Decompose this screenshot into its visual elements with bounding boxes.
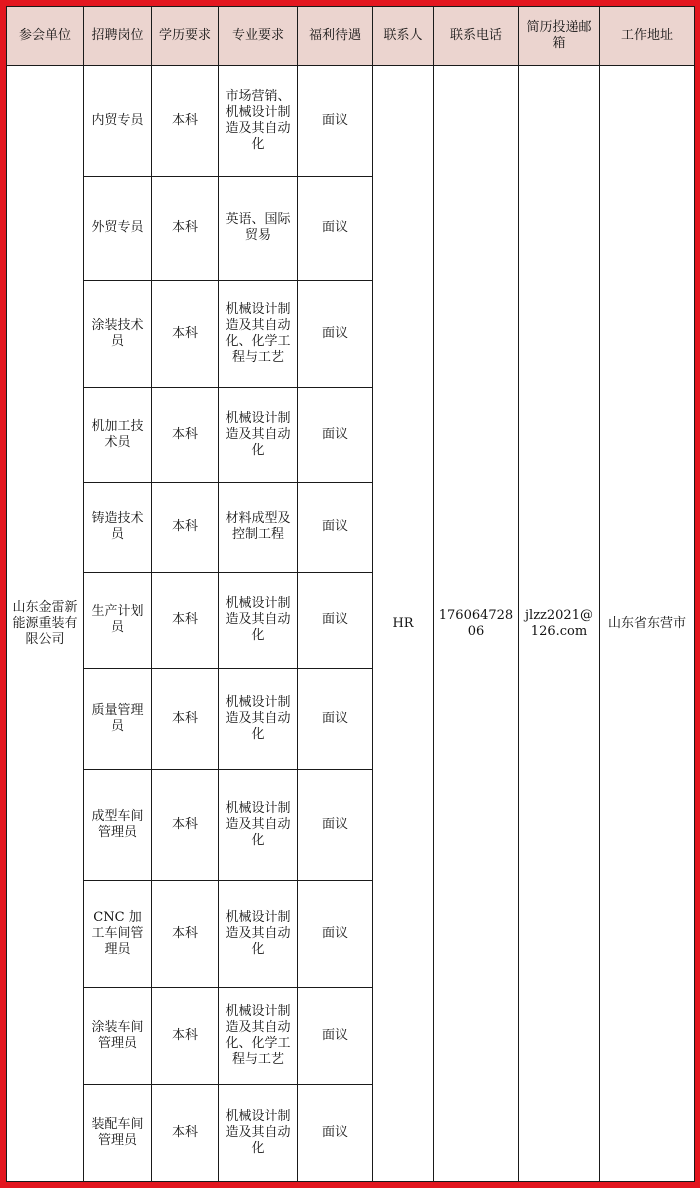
- position-title: 涂装技术员: [84, 280, 152, 388]
- position-education: 本科: [152, 66, 219, 177]
- position-major: 机械设计制造及其自动化: [219, 572, 298, 669]
- position-benefits: 面议: [298, 1085, 373, 1182]
- position-benefits: 面议: [298, 280, 373, 388]
- header-education: 学历要求: [152, 7, 219, 66]
- position-education: 本科: [152, 1085, 219, 1182]
- header-contact: 联系人: [373, 7, 434, 66]
- position-education: 本科: [152, 388, 219, 483]
- position-title: 外贸专员: [84, 176, 152, 280]
- position-major: 机械设计制造及其自动化: [219, 880, 298, 987]
- position-education: 本科: [152, 770, 219, 881]
- header-position: 招聘岗位: [84, 7, 152, 66]
- position-major: 市场营销、机械设计制造及其自动化: [219, 66, 298, 177]
- position-title: CNC 加工车间管理员: [84, 880, 152, 987]
- position-education: 本科: [152, 669, 219, 770]
- position-major: 英语、国际贸易: [219, 176, 298, 280]
- position-benefits: 面议: [298, 66, 373, 177]
- position-benefits: 面议: [298, 669, 373, 770]
- position-title: 装配车间管理员: [84, 1085, 152, 1182]
- header-company: 参会单位: [7, 7, 84, 66]
- header-benefits: 福利待遇: [298, 7, 373, 66]
- position-title: 内贸专员: [84, 66, 152, 177]
- header-row: [7, 7, 695, 66]
- position-title: 机加工技术员: [84, 388, 152, 483]
- address-cell: 山东省东营市: [600, 66, 695, 1182]
- position-education: 本科: [152, 280, 219, 388]
- position-major: 机械设计制造及其自动化: [219, 1085, 298, 1182]
- position-education: 本科: [152, 572, 219, 669]
- email-cell: jlzz2021@126.com: [519, 66, 600, 1182]
- position-education: 本科: [152, 482, 219, 572]
- position-title: 涂装车间管理员: [84, 987, 152, 1085]
- position-benefits: 面议: [298, 572, 373, 669]
- position-education: 本科: [152, 880, 219, 987]
- recruitment-table: [6, 6, 695, 1182]
- position-benefits: 面议: [298, 388, 373, 483]
- position-title: 成型车间管理员: [84, 770, 152, 881]
- position-benefits: 面议: [298, 482, 373, 572]
- position-benefits: 面议: [298, 770, 373, 881]
- header-phone: 联系电话: [434, 7, 519, 66]
- position-major: 机械设计制造及其自动化、化学工程与工艺: [219, 987, 298, 1085]
- position-major: 材料成型及控制工程: [219, 482, 298, 572]
- position-major: 机械设计制造及其自动化: [219, 669, 298, 770]
- header-address: 工作地址: [600, 7, 695, 66]
- position-major: 机械设计制造及其自动化: [219, 770, 298, 881]
- position-education: 本科: [152, 176, 219, 280]
- phone-cell: 17606472806: [434, 66, 519, 1182]
- contact-cell: HR: [373, 66, 434, 1182]
- position-major: 机械设计制造及其自动化: [219, 388, 298, 483]
- company-cell: 山东金雷新能源重装有限公司: [7, 66, 84, 1182]
- position-benefits: 面议: [298, 880, 373, 987]
- position-title: 铸造技术员: [84, 482, 152, 572]
- position-major: 机械设计制造及其自动化、化学工程与工艺: [219, 280, 298, 388]
- header-email: 简历投递邮箱: [519, 7, 600, 66]
- position-benefits: 面议: [298, 987, 373, 1085]
- position-title: 生产计划员: [84, 572, 152, 669]
- position-education: 本科: [152, 987, 219, 1085]
- header-major: 专业要求: [219, 7, 298, 66]
- position-benefits: 面议: [298, 176, 373, 280]
- position-title: 质量管理员: [84, 669, 152, 770]
- table-row: [7, 66, 695, 177]
